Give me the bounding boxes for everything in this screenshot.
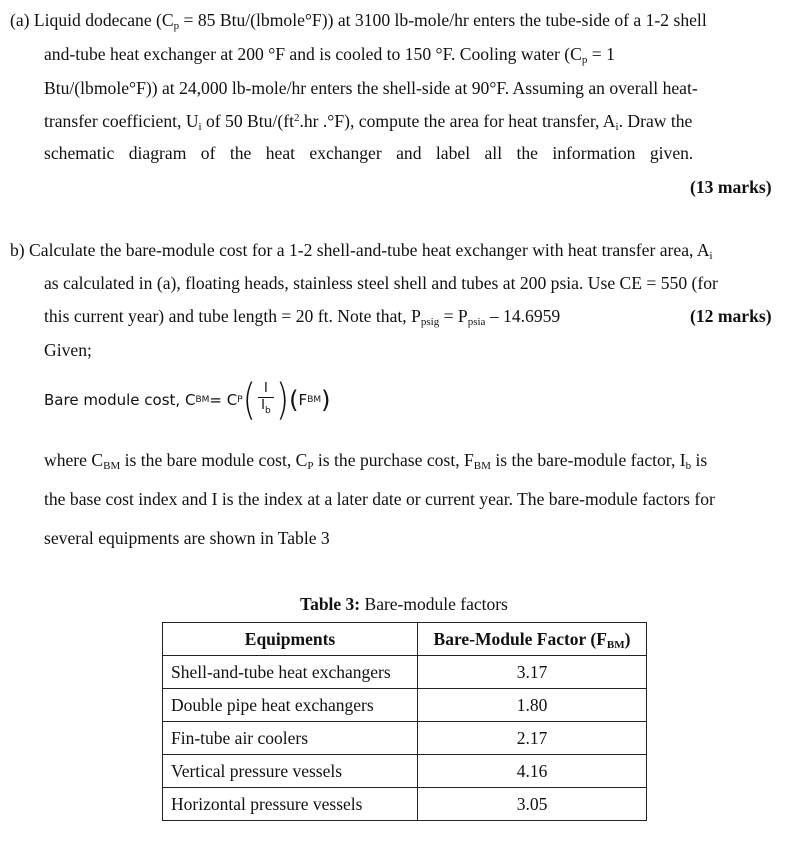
text: is — [691, 450, 708, 470]
equipment-cell: Fin-tube air coolers — [163, 722, 418, 755]
text: Btu/(lbmole°F)) at 24,000 lb-mole/hr enters the shell-side at 90°F. Assuming an overall heat- — [44, 78, 698, 98]
text: is the bare-module factor, I — [490, 450, 686, 470]
text: b) Calculate the bare-module cost for a 1-2 shell-and-tube heat exchanger with heat transfer area, A — [10, 240, 710, 260]
text: = 1 — [587, 44, 615, 64]
part-a-line-4 — [44, 111, 692, 131]
equipment-cell: Horizontal pressure vessels — [163, 788, 418, 821]
sub: BM — [103, 460, 121, 472]
text: as calculated in (a), floating heads, stainless steel shell and tubes at 200 psia. Use CE = 550 (for — [44, 273, 718, 293]
bare-module-formula — [44, 375, 331, 425]
where-line-3: several equipments are shown in Table 3 — [44, 528, 330, 548]
text: is the bare module cost, C — [120, 450, 308, 470]
part-a-line-1 — [10, 10, 707, 30]
caption-text: Bare-module factors — [360, 594, 508, 614]
part-b-line-3 — [44, 306, 560, 326]
index-fraction — [258, 381, 274, 419]
part-b-marks: (12 marks) — [690, 306, 772, 326]
table-row — [163, 722, 647, 755]
part-a-line-5 — [44, 143, 693, 163]
sub: BM — [307, 395, 322, 405]
text: schematic diagram of the heat exchanger and label all the information given. — [44, 143, 694, 163]
sub: i — [198, 121, 202, 133]
numerator: I — [263, 381, 268, 396]
sub: b — [685, 460, 692, 472]
text: and-tube heat exchanger at 200 °F and is cooled to 150 °F. Cooling water (C — [44, 44, 582, 64]
part-a-line-2 — [44, 44, 782, 64]
text: = 85 Btu/(lbmole°F)) at 3100 lb-mole/hr enters the tube-side of a 1-2 shell — [179, 10, 707, 30]
part-b-line-1 — [10, 240, 713, 260]
factor-cell: 3.05 — [418, 788, 647, 821]
table-header-row — [163, 623, 647, 656]
sub: psia — [467, 316, 486, 328]
formula-label: Bare module cost, C — [44, 391, 196, 409]
text: is the purchase cost, F — [313, 450, 474, 470]
sub: i — [709, 250, 713, 262]
table-caption — [300, 594, 508, 615]
sub: BM — [606, 638, 625, 651]
text: where C — [44, 450, 104, 470]
table-row — [163, 788, 647, 821]
factor-symbol: F — [298, 391, 308, 409]
text: (a) Liquid dodecane (C — [10, 10, 174, 30]
text: Bare-Module Factor (F — [433, 628, 607, 649]
sub: p — [581, 54, 588, 66]
sub: P — [237, 395, 243, 405]
sub: BM — [473, 460, 491, 472]
equipment-cell: Double pipe heat exchangers — [163, 689, 418, 722]
text: I — [261, 398, 265, 413]
factor-cell: 4.16 — [418, 755, 647, 788]
header-factor — [418, 623, 647, 656]
paren-open: ( — [289, 386, 299, 414]
text: ) — [624, 628, 631, 649]
sub: BM — [195, 395, 210, 405]
text: transfer coefficient, U — [44, 111, 199, 131]
sub: psig — [420, 316, 440, 328]
paren-open: ( — [242, 375, 256, 425]
factor-cell: 2.17 — [418, 722, 647, 755]
paren-close: ) — [321, 386, 331, 414]
text: – 14.6959 — [485, 306, 561, 326]
factor-cell: 1.80 — [418, 689, 647, 722]
part-a-marks: (13 marks) — [690, 177, 772, 197]
equipment-cell: Shell-and-tube heat exchangers — [163, 656, 418, 689]
sub: b — [264, 406, 271, 416]
header-equipments: Equipments — [163, 623, 418, 656]
text: = P — [439, 306, 468, 326]
text — [44, 44, 615, 64]
denominator — [261, 398, 271, 419]
formula-eq: = C — [209, 391, 238, 409]
equipment-cell: Vertical pressure vessels — [163, 755, 418, 788]
text: .hr .°F), compute the area for heat transfer, A — [299, 111, 616, 131]
table-row — [163, 755, 647, 788]
factor-cell: 3.17 — [418, 656, 647, 689]
bare-module-table — [162, 622, 647, 821]
text: of 50 Btu/(ft — [201, 111, 294, 131]
caption-label: Table 3: — [300, 594, 361, 614]
text: . Draw the — [618, 111, 693, 131]
sub: P — [307, 460, 314, 472]
sub: i — [615, 121, 619, 133]
given-label: Given; — [44, 340, 92, 360]
part-a-line-3 — [44, 78, 698, 98]
table-row — [163, 656, 647, 689]
part-b-line-2 — [44, 273, 718, 293]
table-row — [163, 689, 647, 722]
where-line-1 — [44, 450, 707, 470]
sup: 2 — [293, 112, 300, 124]
where-line-2: the base cost index and I is the index at a later date or current year. The bare-module factors for — [44, 489, 715, 509]
paren-close: ) — [275, 375, 290, 425]
text: this current year) and tube length = 20 ft. Note that, P — [44, 306, 421, 326]
sub: p — [173, 20, 180, 32]
